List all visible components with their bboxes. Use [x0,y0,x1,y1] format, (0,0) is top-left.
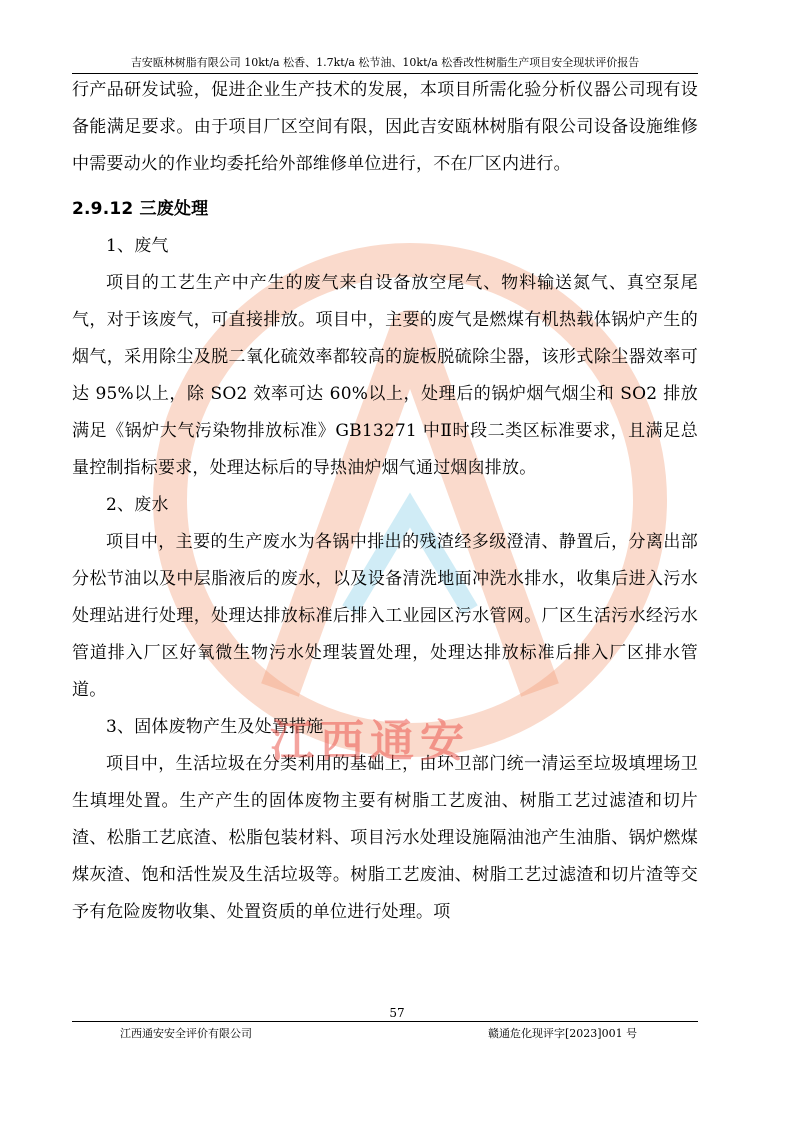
page-header: 吉安瓯林树脂有限公司 10kt/a 松香、1.7kt/a 松节油、10kt/a 松香改性树脂生产项目安全现状评价报告 [130,56,640,69]
paragraph-solid-waste: 项目中，生活垃圾在分类利用的基础上，由环卫部门统一清运至垃圾填埋场卫生填埋处置。生产产生的固体废物主要有树脂工艺废油、树脂工艺过滤渣和切片渣、松脂工艺底渣、松脂包装材料、项目污水处理设施隔油池产生油脂、锅炉燃煤煤灰渣、饱和活性炭及生活垃圾等。树脂工艺废油、树脂工艺过滤渣和切片渣等交予有危险废物收集、处置资质的单位进行处理。项 [72,754,698,922]
footer-company: 江西通安安全评价有限公司 [120,1027,252,1040]
intro-paragraph: 行产品研发试验，促进企业生产技术的发展，本项目所需化验分析仪器公司现有设备能满足要求。由于项目厂区空间有限，因此吉安瓯林树脂有限公司设备设施维修中需要动火的作业均委托给外部维修单位进行，不在厂区内进行。 [72,80,698,174]
document-body [72,72,698,931]
watermark-text: 江西通安 [270,716,470,767]
paragraph-exhaust: 项目的工艺生产中产生的废气来自设备放空尾气、物料输送氮气、真空泵尾气，对于该废气，可直接排放。项目中，主要的废气是燃煤有机热载体锅炉产生的烟气，采用除尘及脱二氧化硫效率都较高的旋板脱硫除尘器，该形式除尘器效率可达 95%以上，除 SO2 效率可达 60%以上，处理后的锅炉烟气烟尘和 SO2 排放满足《锅炉大气污染物排放标准》GB13271 中Ⅱ时段二类区标准要求，且满足总量控制指标要求，处理达标后的导热油炉烟气通过烟囱排放。 [72,273,698,478]
subsection-title-solid-waste: 3、固体废物产生及处置措施 [106,717,324,737]
subsection-title-exhaust: 1、废气 [106,236,169,256]
section-heading: 2.9.12 三废处理 [72,199,209,219]
paragraph-wastewater: 项目中，主要的生产废水为各锅中排出的残渣经多级澄清、静置后，分离出部分松节油以及中层脂液后的废水，以及设备清洗地面冲洗水排水，收集后进入污水处理站进行处理，处理达排放标准后排入工业园区污水管网。厂区生活污水经污水管道排入厂区好氧微生物污水处理装置处理，处理达排放标准后排入厂区排水管道。 [72,532,698,700]
footer-doc-number: 赣通危化现评字[2023]001 号 [488,1027,638,1040]
page-number: 57 [389,1006,405,1020]
footer-divider [72,1021,698,1022]
subsection-title-wastewater: 2、废水 [106,495,169,515]
